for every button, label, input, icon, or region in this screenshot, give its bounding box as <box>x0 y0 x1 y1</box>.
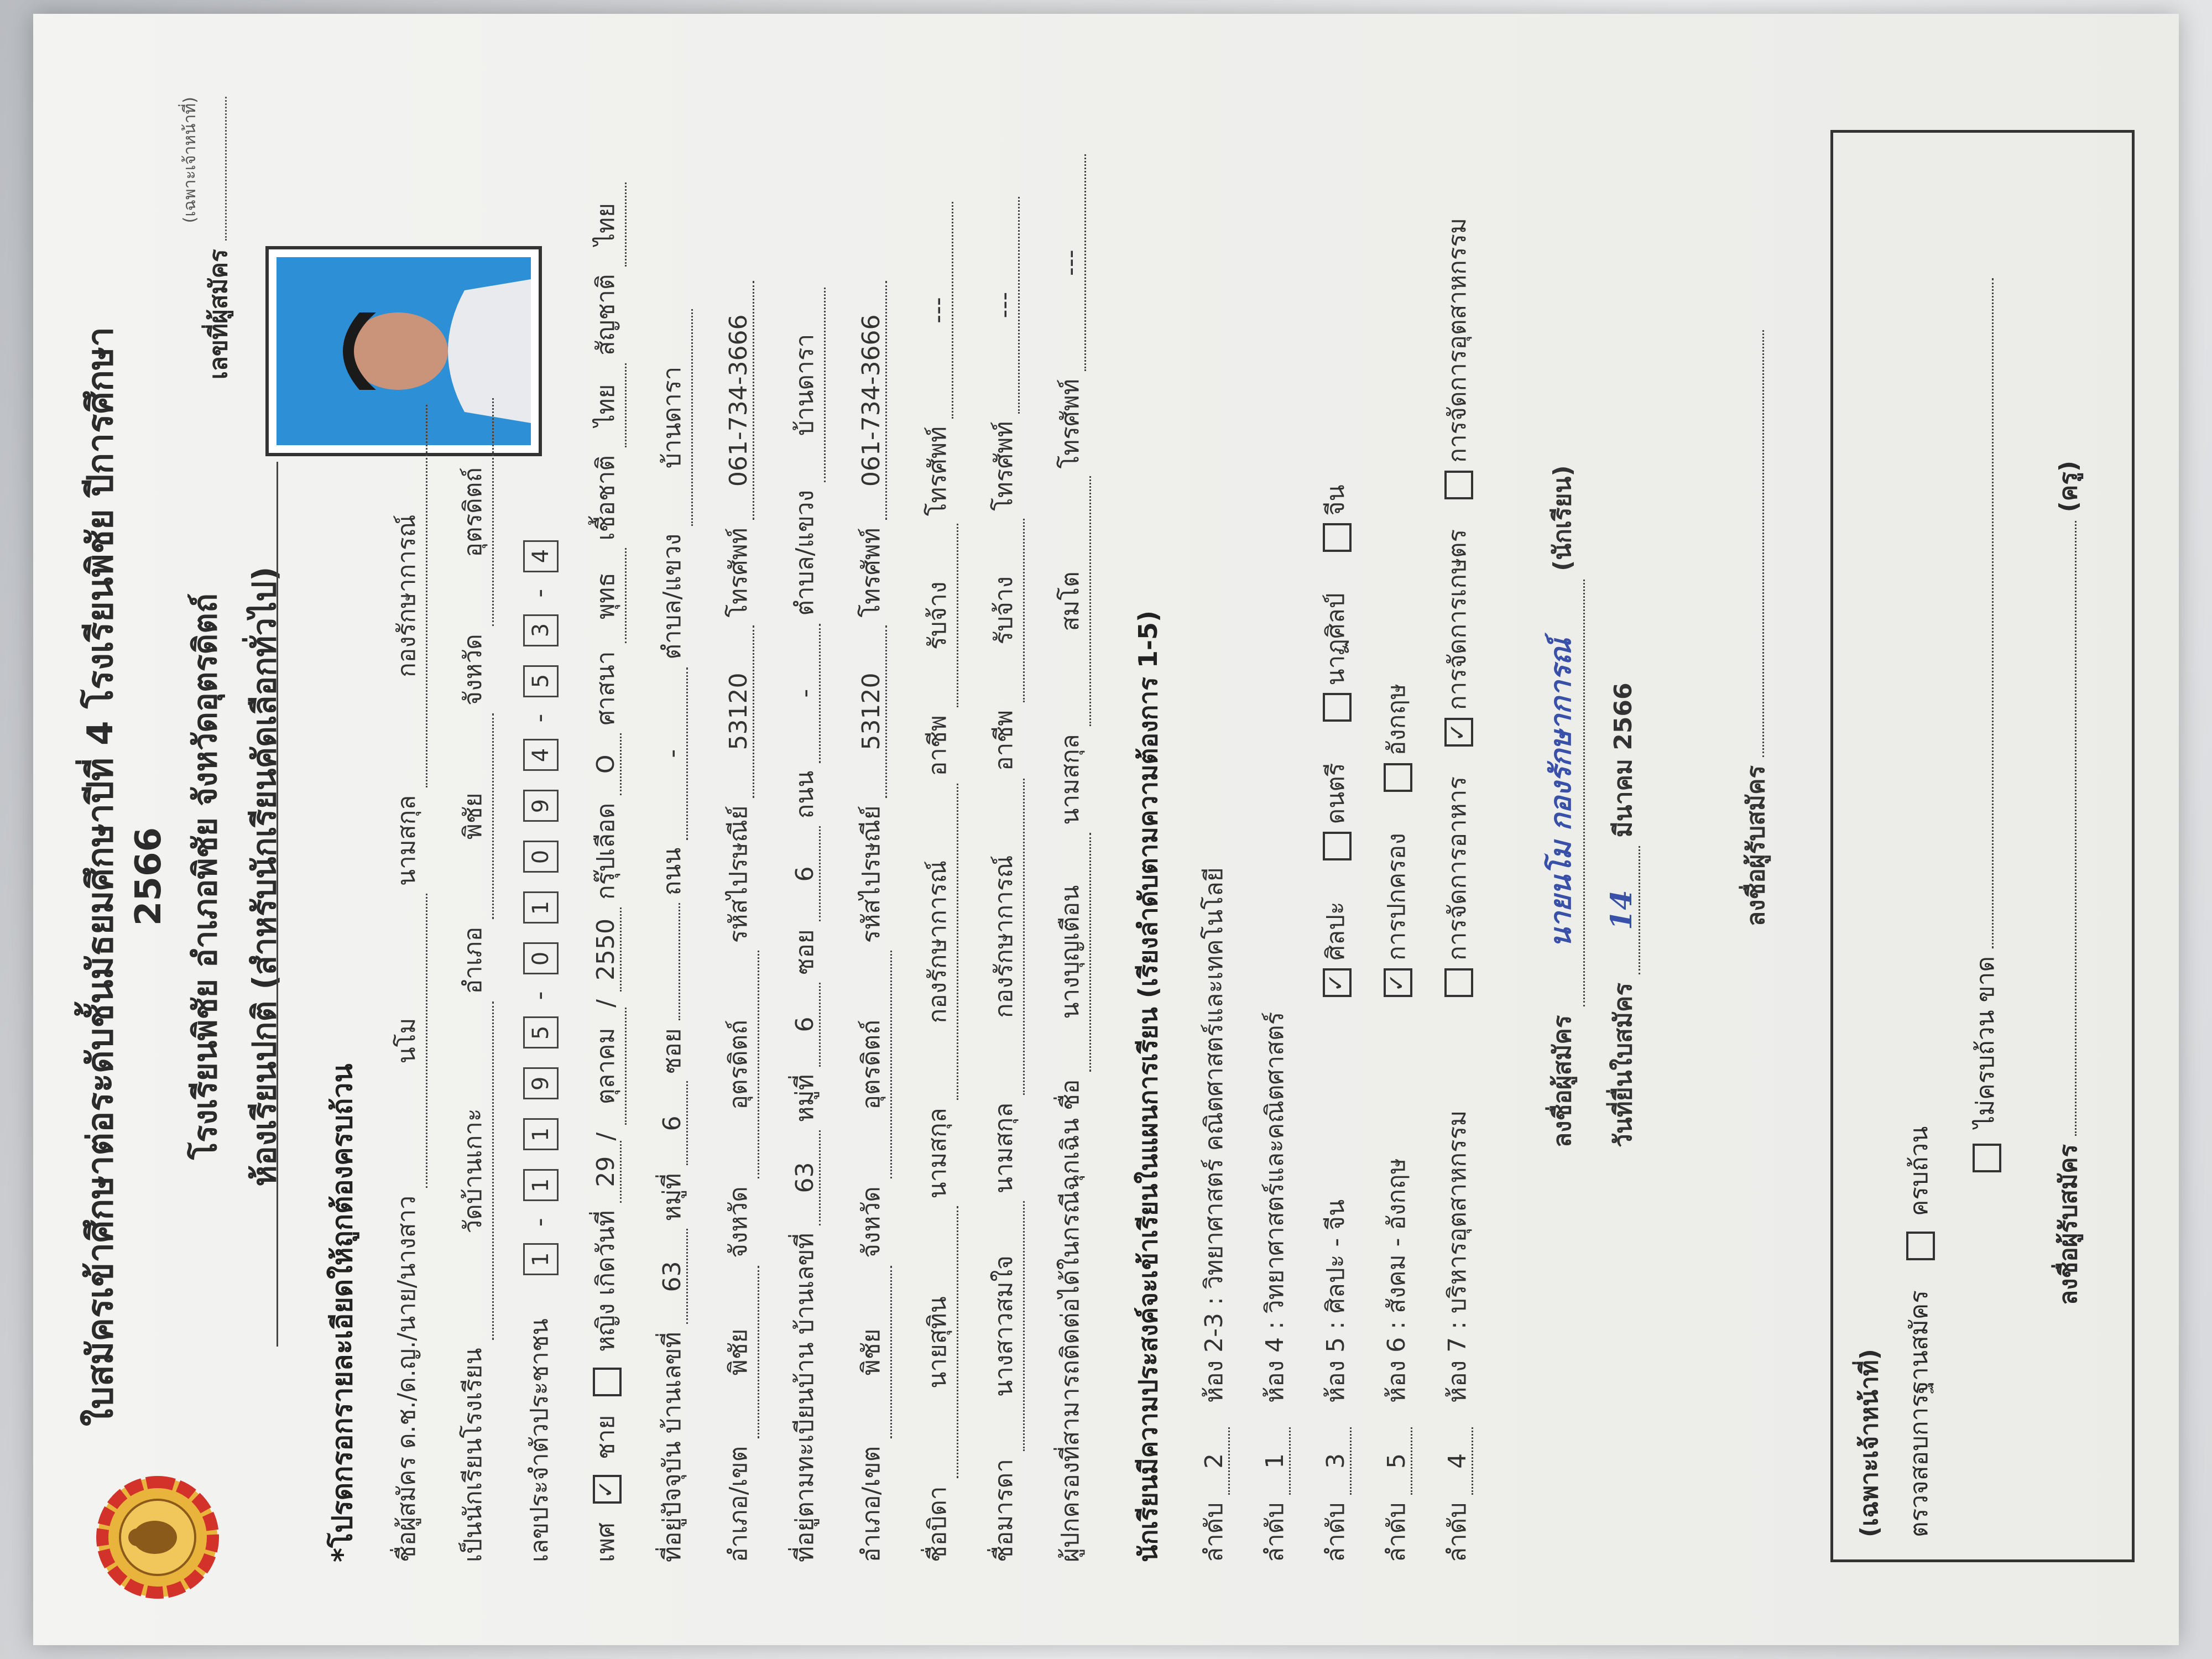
registered-address-row <box>785 288 826 1562</box>
plan-room: ห้อง 7 : บริหารอุตสาหกรรม <box>1443 1110 1472 1403</box>
complete-label: ครบถ้วน <box>1905 1126 1933 1217</box>
guardian-row <box>1051 154 1091 1562</box>
blood-label: กรุ๊ปเลือด <box>592 802 620 900</box>
id-digit[interactable]: 4 <box>523 540 559 572</box>
elective-label: อังกฤษ <box>1383 684 1411 756</box>
guardian-name-field[interactable]: นางบุญเตือน <box>1051 833 1091 1072</box>
mother-phone-field[interactable]: --- <box>990 197 1020 414</box>
signature-role: (นักเรียน) <box>1548 465 1577 571</box>
reg-house-no-field[interactable]: 63 <box>791 1130 821 1225</box>
plan-item <box>1316 484 1355 1562</box>
id-digit[interactable]: 3 <box>523 614 559 646</box>
applicant-number-label: เลขที่ผู้สมัคร <box>205 249 233 380</box>
rotated-page <box>33 14 2179 1645</box>
applicant-number-field <box>225 97 227 241</box>
incomplete-checkbox[interactable] <box>1973 1144 2001 1172</box>
nationality-label: สัญชาติ <box>592 274 620 356</box>
surname-field[interactable]: กองรักษาการณ์ <box>387 405 427 787</box>
instruction: *โปรดกรอกรายละเอียดให้ถูกต้องครบถ้วน <box>326 1063 358 1562</box>
date-month-year: มีนาคม 2566 <box>1609 682 1637 838</box>
current-address-row-2 <box>719 281 759 1562</box>
header-rule <box>276 462 278 1347</box>
teacher-signature-field[interactable] <box>2075 521 2077 1136</box>
school-row <box>453 398 494 1562</box>
sex-male-label: ชาย <box>592 1415 620 1460</box>
form-header <box>72 296 290 1457</box>
incomplete-reason-field[interactable] <box>1992 278 1994 948</box>
elective-label: การปกครอง <box>1383 833 1411 961</box>
current-postcode-field[interactable]: 53120 <box>724 625 754 798</box>
mother-label: ชื่อมารดา <box>990 1459 1018 1562</box>
school-field[interactable]: วัดบ้านเกาะ <box>453 1001 494 1340</box>
surname-label: นามสกุล <box>393 795 421 886</box>
mother-name-field[interactable]: นางสาวสมใจ <box>984 1201 1025 1451</box>
plan-order-label: ลำดับ <box>1261 1502 1289 1562</box>
elective-checkbox[interactable]: ✓ <box>1444 718 1473 747</box>
father-label: ชื่อบิดา <box>924 1486 952 1562</box>
plan-item <box>1377 684 1416 1562</box>
plan-order-field[interactable]: 1 <box>1261 1427 1291 1495</box>
subdistrict-label: ตำบล/แขวง <box>791 490 819 616</box>
elective-checkbox[interactable] <box>1444 471 1473 499</box>
phone-label: โทรศัพท์ <box>990 421 1018 511</box>
id-digit[interactable]: 5 <box>523 1016 559 1048</box>
blood-field[interactable]: O <box>592 733 622 795</box>
mother-surname-field[interactable]: กองรักษาการณ์ <box>984 779 1025 1095</box>
race-field[interactable]: ไทย <box>586 363 627 447</box>
elective-label: การจัดการอุตสาหกรรม <box>1443 218 1472 463</box>
sex-female-checkbox[interactable] <box>593 1368 622 1396</box>
nationality-field[interactable]: ไทย <box>586 182 627 267</box>
office-title: (เฉพาะเจ้าหน้าที่) <box>1855 1349 1884 1537</box>
plan-order-field[interactable]: 2 <box>1200 1427 1230 1495</box>
incomplete-label: ไม่ครบถ้วน ขาด <box>1971 956 2000 1128</box>
moo-label: หมู่ที่ <box>791 1074 819 1123</box>
elective-checkbox[interactable] <box>1323 523 1352 552</box>
elective-label: จีน <box>1322 484 1350 516</box>
id-digit[interactable]: 4 <box>523 739 559 771</box>
plan-item <box>1438 218 1477 1562</box>
registered-address-label: ที่อยู่ตามทะเบียนบ้าน บ้านเลขที่ <box>791 1233 819 1562</box>
phone-label: โทรศัพท์ <box>1056 379 1084 469</box>
mother-job-field[interactable]: รับจ้าง <box>984 519 1025 702</box>
school-province-label: จังหวัด <box>459 634 487 706</box>
current-house-no-field[interactable]: 63 <box>658 1229 688 1324</box>
signature-label: ลงชื่อผู้สมัคร <box>1548 1015 1577 1147</box>
reg-road-field[interactable]: - <box>791 624 821 763</box>
reg-subdistrict-field[interactable]: บ้านดารา <box>785 288 826 482</box>
surname-label: นามสกุล <box>924 1108 952 1199</box>
sex-birth-row: เพศ ✓ ชาย หญิง เกิดวันที่ 29/ ตุลาคม/ 2550 กรุ๊ปเลือด O ศาสนา พุทธ เชื้อชาติ ไทย สัญชาติ ไทย <box>586 182 627 1562</box>
teacher-label: (ครู) <box>2054 461 2083 513</box>
birth-day-field[interactable]: 29 <box>592 1141 622 1203</box>
plan-item <box>1255 1012 1294 1562</box>
receiver-label: ลงชื่อผู้รับสมัคร <box>1742 765 1770 926</box>
elective-checkbox[interactable] <box>1444 968 1473 997</box>
id-row: เลขประจำตัวประชาชน 1 - 1 1 9 5 - 0 1 0 9 4 - 5 3 - 4 <box>520 535 559 1562</box>
school-province-field[interactable]: อุตรดิตถ์ <box>453 398 494 626</box>
sex-female-label: หญิง <box>592 1303 620 1352</box>
plan-item <box>1194 867 1233 1562</box>
current-address-label: ที่อยู่ปัจจุบัน บ้านเลขที่ <box>658 1332 686 1562</box>
current-district-field[interactable]: พิชัย <box>719 1266 759 1438</box>
school-district-label: อำเภอ <box>459 926 487 994</box>
religion-field[interactable]: พุทธ <box>586 549 627 644</box>
plan-room: ห้อง 5 : ศิลปะ - จีน <box>1322 1199 1350 1403</box>
first-name-field[interactable]: นโม <box>387 894 427 1188</box>
receiver-label: ลงชื่อผู้รับสมัคร <box>2054 1144 2083 1305</box>
id-label: เลขประจำตัวประชาชน <box>525 1318 554 1562</box>
signature-field[interactable]: นายนโม กองรักษาการณ์ <box>1537 580 1585 1006</box>
plan-room: ห้อง 6 : สังคม - อังกฤษ <box>1383 1158 1411 1403</box>
guardian-surname-field[interactable]: สมโต <box>1051 476 1091 726</box>
id-digit[interactable]: 0 <box>523 841 559 873</box>
application-form <box>33 14 2179 1645</box>
date-day-field[interactable]: 14 <box>1605 846 1640 974</box>
elective-checkbox[interactable]: ✓ <box>1323 968 1352 997</box>
plan-order-field[interactable]: 3 <box>1322 1427 1352 1495</box>
form-title: ใบสมัครเข้าศึกษาต่อระดับชั้นมัธยมศึกษาปีที่ 4 โรงเรียนพิชัย ปีการศึกษา 2566 <box>80 327 169 1426</box>
id-digit[interactable]: 1 <box>523 891 559 924</box>
name-label: ชื่อผู้สมัคร ด.ช./ด.ญ./นาย/นางสาว <box>393 1195 421 1562</box>
program-line: ห้องเรียนปกติ (สำหรับนักเรียนคัดเลือกทั่วไป) <box>246 566 283 1187</box>
elective-checkbox[interactable] <box>1323 693 1352 722</box>
office-check-label: ตรวจสอบการฐานสมัคร <box>1905 1290 1933 1537</box>
applicant-number <box>199 97 238 379</box>
elective-label: การจัดการเกษตร <box>1443 529 1472 711</box>
district-label: อำเภอ/เขต <box>724 1446 753 1562</box>
plan-order-label: ลำดับ <box>1322 1502 1350 1562</box>
school-logo <box>94 1474 221 1601</box>
elective-checkbox[interactable] <box>1384 763 1412 792</box>
district-label: อำเภอ/เขต <box>857 1446 885 1562</box>
job-label: อาชีพ <box>924 715 952 776</box>
receiver-row <box>1736 330 1775 926</box>
school-label: เป็นนักเรียนโรงเรียน <box>459 1348 487 1562</box>
current-soi-field[interactable] <box>679 903 680 1020</box>
id-digit[interactable]: 1 <box>523 1169 559 1201</box>
id-digit[interactable]: 9 <box>523 1067 559 1099</box>
race-label: เชื้อชาติ <box>592 455 620 541</box>
signature-row <box>1537 465 1585 1147</box>
reg-phone-field[interactable]: 061-734-3666 <box>857 281 887 520</box>
teacher-signature-row <box>2049 461 2088 1305</box>
plan-room: ห้อง 2-3 : วิทยาศาสตร์ คณิตศาสตร์และเทคโนโลยี <box>1200 867 1228 1403</box>
birth-month-field[interactable]: ตุลาคม <box>586 1008 627 1125</box>
elective-label: ดนตรี <box>1322 763 1350 825</box>
receiver-field[interactable] <box>1762 330 1764 757</box>
road-label: ถนน <box>658 847 686 896</box>
id-digit[interactable]: 5 <box>523 665 559 697</box>
elective-label: การจัดการอาหาร <box>1443 776 1472 961</box>
moo-label: หมู่ที่ <box>658 1173 686 1222</box>
postcode-label: รหัสไปรษณีย์ <box>857 805 885 943</box>
current-address-row <box>653 309 693 1562</box>
guardian-phone-field[interactable]: --- <box>1056 154 1086 371</box>
job-label: อาชีพ <box>990 709 1018 771</box>
plan-order-field[interactable]: 5 <box>1383 1427 1412 1495</box>
reg-moo-field[interactable]: 6 <box>791 983 821 1067</box>
father-name-field[interactable]: นายสุทิน <box>918 1207 958 1479</box>
phone-label: โทรศัพท์ <box>924 426 952 517</box>
reg-province-field[interactable]: อุตรดิตถ์ <box>852 951 892 1178</box>
plan-title: นักเรียนมีความประสงค์จะเข้าเรียนในแผนการเรียน (เรียงลำดับตามความต้องการ 1-5) <box>1133 610 1163 1562</box>
elective-checkbox[interactable] <box>1323 832 1352 860</box>
reg-district-field[interactable]: พิชัย <box>852 1266 892 1438</box>
elective-label: ศิลปะ <box>1322 901 1350 961</box>
reg-soi-field[interactable]: 6 <box>791 826 821 921</box>
surname-label: นามสกุล <box>990 1102 1018 1194</box>
elective-label: นาฏศิลป์ <box>1322 593 1350 686</box>
soi-label: ซอย <box>791 929 819 975</box>
plan-order-label: ลำดับ <box>1200 1502 1228 1562</box>
birth-label: เกิดวันที่ <box>592 1210 620 1296</box>
sex-male-checkbox[interactable]: ✓ <box>593 1475 622 1504</box>
soi-label: ซอย <box>658 1028 686 1074</box>
id-digit[interactable]: 0 <box>523 942 559 974</box>
father-surname-field[interactable]: กองรักษาการณ์ <box>918 784 958 1100</box>
religion-label: ศาสนา <box>592 651 620 726</box>
province-label: จังหวัด <box>857 1186 885 1258</box>
school-district-field[interactable]: พิชัย <box>453 713 494 919</box>
guardian-label: ผู้ปกครองที่สามารถติดต่อได้ในกรณีฉุกเฉิน ชื่อ <box>1056 1079 1084 1562</box>
current-road-field[interactable]: - <box>658 667 688 840</box>
father-row <box>918 202 958 1562</box>
id-digit[interactable]: 1 <box>523 1243 559 1275</box>
postcode-label: รหัสไปรษณีย์ <box>724 805 753 943</box>
current-moo-field[interactable]: 6 <box>658 1081 688 1165</box>
date-label: วันที่ยื่นใบสมัคร <box>1609 983 1637 1147</box>
surname-label: นามสกุล <box>1056 734 1084 825</box>
office-only-box <box>1830 130 2135 1562</box>
plan-room: ห้อง 4 : วิทยาศาสตร์และคณิตศาสตร์ <box>1261 1011 1289 1403</box>
id-digit[interactable]: 9 <box>523 790 559 822</box>
subdistrict-label: ตำบล/แขวง <box>658 533 686 660</box>
father-job-field[interactable]: รับจ้าง <box>918 524 958 707</box>
current-subdistrict-field[interactable]: บ้านดารา <box>653 309 693 526</box>
plan-order-label: ลำดับ <box>1443 1502 1472 1562</box>
province-label: จังหวัด <box>724 1186 753 1258</box>
date-row <box>1604 682 1642 1147</box>
mother-row <box>984 197 1025 1562</box>
birth-year-field[interactable]: 2550 <box>592 907 622 992</box>
office-only-note: (เฉพาะเจ้าหน้าที่) <box>180 97 200 223</box>
elective-checkbox[interactable]: ✓ <box>1384 968 1412 997</box>
road-label: ถนน <box>791 770 819 819</box>
complete-checkbox[interactable] <box>1906 1232 1935 1260</box>
father-phone-field[interactable]: --- <box>924 202 953 419</box>
plan-order-field[interactable]: 4 <box>1443 1427 1473 1495</box>
current-province-field[interactable]: อุตรดิตถ์ <box>719 951 759 1178</box>
id-digit[interactable]: 1 <box>523 1118 559 1150</box>
registered-address-row-2 <box>852 281 892 1562</box>
current-phone-field[interactable]: 061-734-3666 <box>724 281 754 520</box>
reg-postcode-field[interactable]: 53120 <box>857 625 887 798</box>
office-incomplete-row <box>1966 278 2005 1172</box>
sex-label: เพศ <box>592 1522 620 1562</box>
phone-label: โทรศัพท์ <box>724 528 753 618</box>
office-check-row <box>1900 1126 1938 1537</box>
phone-label: โทรศัพท์ <box>857 528 885 618</box>
school-line: โรงเรียนพิชัย อำเภอพิชัย จังหวัดอุตรดิตถ์ <box>186 593 224 1160</box>
plan-order-label: ลำดับ <box>1383 1502 1411 1562</box>
name-row <box>387 405 427 1562</box>
